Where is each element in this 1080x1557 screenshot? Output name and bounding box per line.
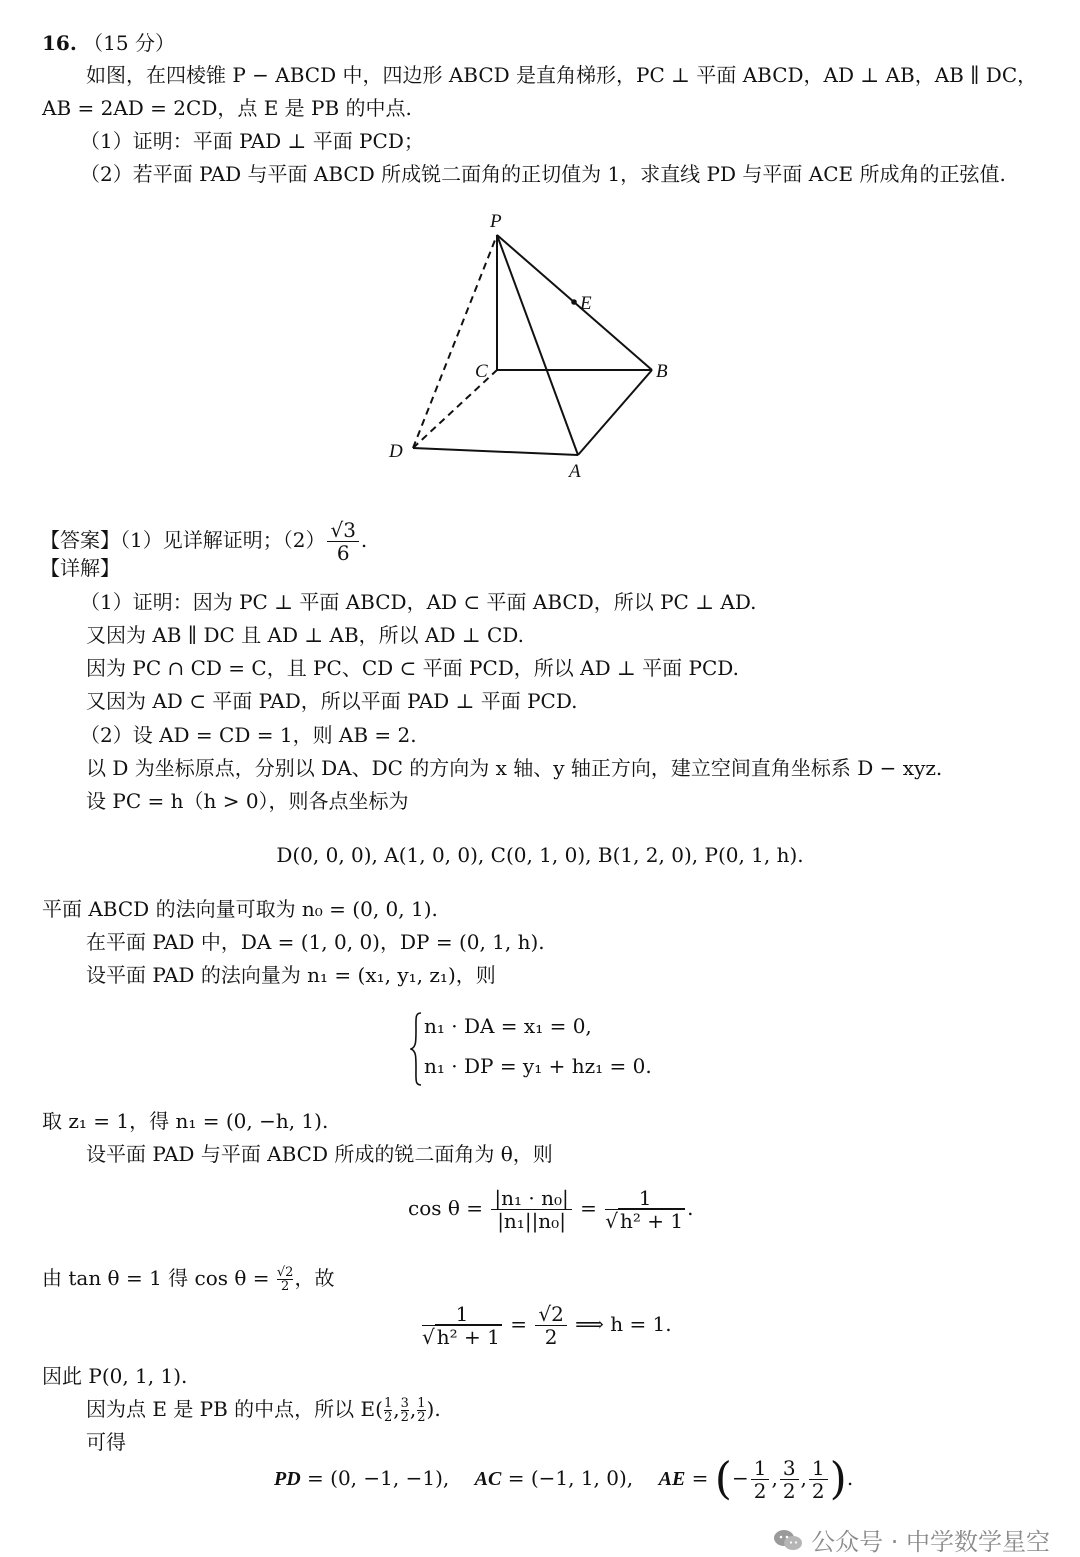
wechat-icon (773, 1528, 803, 1552)
cos-value-num: √2 (276, 1265, 294, 1280)
problem-part-1: （1）证明：平面 PAD ⊥ 平面 PCD； (80, 129, 424, 153)
label-e: E (580, 293, 592, 314)
solution-line-13 (42, 1265, 334, 1293)
solution-line-11: 取 z₁ = 1，得 n₁ = (0, −h, 1). (42, 1109, 329, 1133)
system-equation-1: n₁ · DA = x₁ = 0, (424, 1014, 592, 1038)
h-right-num: √2 (535, 1303, 566, 1326)
cos-lhs: cos θ = (408, 1196, 484, 1220)
cos-equals: = (580, 1196, 597, 1220)
label-a: A (569, 461, 581, 482)
answer-frac-den: 6 (336, 541, 350, 565)
ae-period: . (846, 1466, 854, 1490)
cos-fraction-2: $\frac{1}{\text{√ h² + 1}}$ (605, 1186, 684, 1233)
cos-value-fraction (277, 1266, 294, 1293)
ae-left-paren: ( (714, 1453, 732, 1505)
watermark (773, 1522, 1050, 1557)
solution-line-6: 以 D 为坐标原点，分别以 DA、DC 的方向为 x 轴、y 轴正方向，建立空间直角坐标系 D − xyz. (86, 756, 943, 780)
vector-ae-equals: = (691, 1466, 709, 1490)
solution-line-1: （1）证明：因为 PC ⊥ 平面 ABCD，AD ⊂ 平面 ABCD，所以 PC ⊥ AD. (80, 590, 757, 614)
tan-text: 由 tan θ = 1 得 cos θ = (42, 1266, 270, 1290)
vector-ac-value: = (−1, 1, 0), (507, 1466, 634, 1490)
ae-x-frac (751, 1457, 770, 1502)
e-comma-2: , (409, 1397, 417, 1421)
solution-line-4: 又因为 AD ⊂ 平面 PAD，所以平面 PAD ⊥ 平面 PCD. (86, 689, 578, 713)
point-e (571, 299, 577, 305)
h-frac-left: $\frac{1}{\text{√ h² + 1}}$ (422, 1302, 500, 1349)
edge-pd-dashed (413, 235, 497, 448)
solution-line-3: 因为 PC ∩ CD = C，且 PC、CD ⊂ 平面 PCD，所以 AD ⊥ 平面 PCD. (86, 656, 739, 680)
h-equation (420, 1300, 672, 1348)
vector-ae: AE (658, 1468, 686, 1490)
e-x-frac (384, 1397, 392, 1424)
solution-line-7: 设 PC = h（h > 0），则各点坐标为 (86, 789, 409, 813)
cos-period: . (687, 1196, 694, 1220)
cos-den: |n₁||n₀| (497, 1209, 566, 1233)
midpoint-text: 因为点 E 是 PB 的中点，所以 E( (86, 1397, 383, 1421)
label-d: D (389, 441, 403, 462)
vector-pd-value: = (0, −1, −1), (307, 1466, 450, 1490)
solution-line-5: （2）设 AD = CD = 1，则 AB = 2. (80, 723, 417, 747)
cos-value-den: 2 (281, 1279, 290, 1294)
h-frac-right (535, 1303, 566, 1348)
ae-x-den: 2 (753, 1479, 767, 1503)
ae-y-num: 3 (780, 1457, 799, 1480)
solution-line-8: 平面 ABCD 的法向量可取为 n₀ = (0, 0, 1). (42, 897, 438, 921)
solution-line-10: 设平面 PAD 的法向量为 n₁ = (x₁, y₁, z₁)，则 (86, 963, 496, 987)
ae-y-den: 2 (782, 1479, 796, 1503)
problem-statement-line-2: AB = 2AD = 2CD，点 E 是 PB 的中点. (42, 96, 412, 120)
pyramid-figure (380, 205, 700, 495)
ae-comma-2: , (800, 1466, 807, 1490)
point-coordinates: D(0, 0, 0), A(1, 0, 0), C(0, 1, 0), B(1, 2, 0), P(0, 1, h). (276, 843, 804, 867)
label-c: C (475, 361, 488, 382)
e-z-num: 1 (417, 1396, 426, 1411)
h-result: ⟹ h = 1. (575, 1312, 672, 1336)
problem-points: （15 分） (83, 31, 175, 55)
answer-text: （1）见详解证明；（2） (120, 528, 326, 552)
e-y-frac (401, 1397, 409, 1424)
ae-y-frac (780, 1457, 799, 1502)
h-equals: = (510, 1312, 527, 1336)
ae-comma-1: , (771, 1466, 778, 1490)
ae-z-frac (809, 1457, 828, 1502)
solution-line-15 (86, 1396, 441, 1424)
solution-line-14: 因此 P(0, 1, 1). (42, 1364, 188, 1388)
detail-label: 【详解】 (40, 556, 120, 580)
vector-pd: PD (274, 1468, 301, 1490)
system-equation-2: n₁ · DP = y₁ + hz₁ = 0. (424, 1054, 652, 1078)
label-b: B (656, 361, 668, 382)
problem-part-2: （2）若平面 PAD 与平面 ABCD 所成锐二面角的正切值为 1，求直线 PD 与平面 ACE 所成角的正弦值. (80, 162, 1006, 186)
answer-end: . (360, 528, 368, 552)
problem-statement-line-1: 如图，在四棱锥 P − ABCD 中，四边形 ABCD 是直角梯形，PC ⊥ 平面 ABCD，AD ⊥ AB，AB ∥ DC， (86, 63, 1038, 87)
problem-number: 16. (42, 31, 77, 55)
problem-header (42, 30, 175, 56)
cos-fraction-1 (491, 1187, 571, 1232)
edge-ba (578, 370, 652, 455)
e-y-num: 3 (400, 1396, 409, 1411)
e-comma-1: , (393, 1397, 400, 1421)
solution-line-16: 可得 (86, 1430, 126, 1454)
edge-pa (497, 235, 578, 455)
cos-frac2-num: 1 (605, 1187, 685, 1210)
h-right-den: 2 (544, 1325, 558, 1349)
edge-da (413, 448, 578, 455)
e-y-den: 2 (400, 1410, 409, 1425)
tan-text-end: ，故 (294, 1266, 335, 1290)
solution-line-2: 又因为 AB ∥ DC 且 AD ⊥ AB，所以 AD ⊥ CD. (86, 623, 524, 647)
e-x-num: 1 (383, 1396, 393, 1411)
h-left-num: 1 (422, 1303, 502, 1326)
vector-results (274, 1452, 853, 1506)
cos-frac2-den: h² + 1 (619, 1209, 684, 1233)
e-x-den: 2 (383, 1410, 393, 1425)
answer-fraction (327, 519, 358, 564)
e-z-den: 2 (417, 1410, 426, 1425)
ae-x-num: 1 (751, 1457, 770, 1480)
cos-num: |n₁ · n₀| (491, 1187, 571, 1210)
e-z-frac (417, 1397, 425, 1424)
h-left-den: h² + 1 (436, 1325, 500, 1349)
left-brace-icon (410, 1012, 422, 1086)
cos-theta-formula (408, 1184, 693, 1232)
ae-right-paren: ) (829, 1453, 847, 1505)
label-p: P (490, 211, 502, 232)
solution-line-9: 在平面 PAD 中，DA = (1, 0, 0)，DP = (0, 1, h). (86, 930, 545, 954)
watermark-text: 公众号 · 中学数学星空 (811, 1528, 1050, 1556)
ae-z-num: 1 (809, 1457, 828, 1480)
ae-z-den: 2 (811, 1479, 825, 1503)
ae-minus: − (731, 1466, 749, 1490)
midpoint-end: ). (426, 1397, 441, 1421)
answer-label: 【答案】 (40, 528, 120, 552)
solution-line-12: 设平面 PAD 与平面 ABCD 所成的锐二面角为 θ，则 (86, 1142, 553, 1166)
answer-frac-num: √3 (327, 519, 358, 542)
normal-vector-system (410, 1008, 650, 1090)
vector-ac: AC (474, 1468, 502, 1490)
